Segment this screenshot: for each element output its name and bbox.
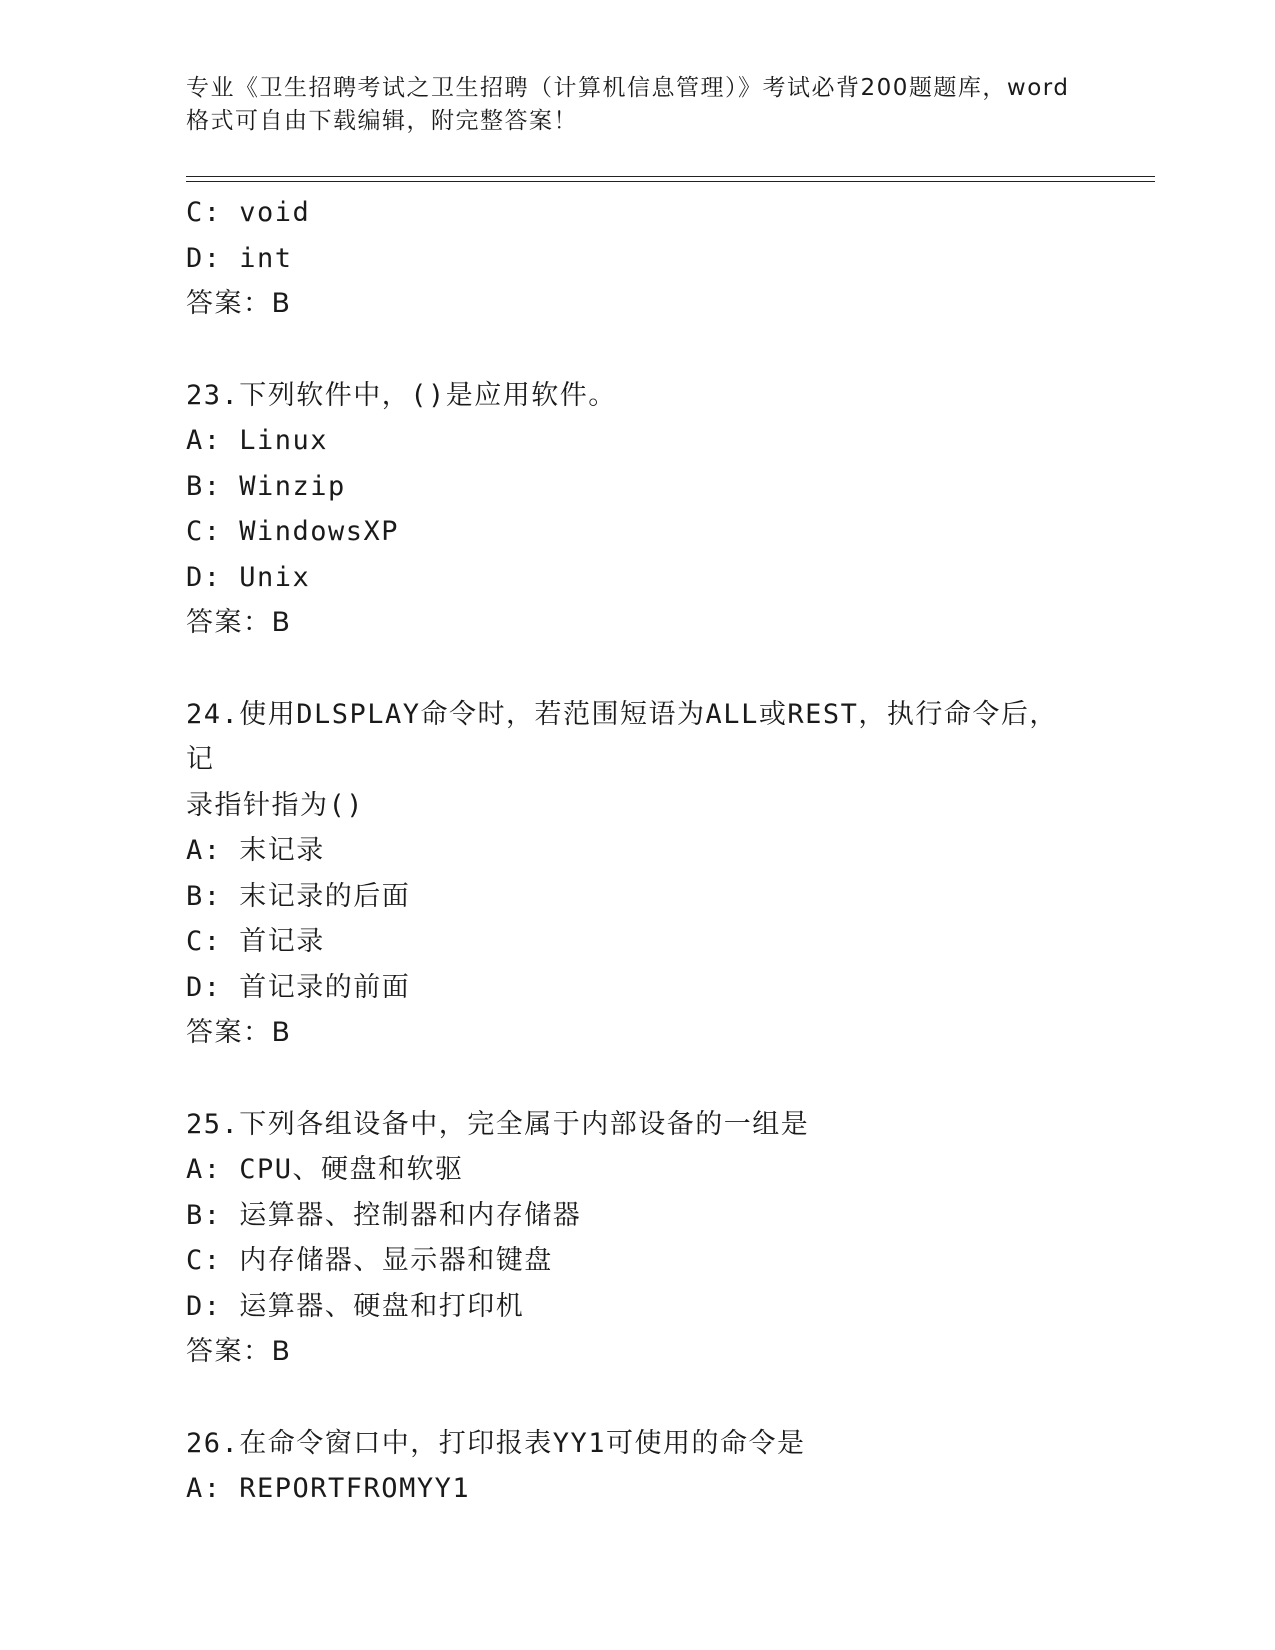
spacer bbox=[186, 327, 1086, 373]
option-c: C: WindowsXP bbox=[186, 516, 400, 547]
answer-text: 答案：B bbox=[186, 607, 292, 638]
question-text: 25.下列各组设备中，完全属于内部设备的一组是 bbox=[186, 1108, 810, 1140]
answer-text: 答案：B bbox=[186, 1336, 292, 1367]
option-b: B: 末记录的后面 bbox=[186, 880, 411, 912]
question-text: 26.在命令窗口中，打印报表YY1可使用的命令是 bbox=[186, 1427, 806, 1459]
header-title-line-2: 格式可自由下载编辑，附完整答案！ bbox=[186, 108, 578, 134]
question-26 bbox=[186, 1421, 1086, 1512]
option-c: C: 内存储器、显示器和键盘 bbox=[186, 1245, 553, 1276]
header-title-line-1: 专业《卫生招聘考试之卫生招聘（计算机信息管理）》考试必背200题题库，word bbox=[186, 75, 1070, 101]
option-d: D: Unix bbox=[186, 561, 311, 593]
answer-text: 答案：B bbox=[186, 288, 292, 319]
answer-text: 答案：B bbox=[186, 1017, 292, 1048]
question-list bbox=[186, 190, 1086, 1512]
header-divider-top bbox=[186, 176, 1155, 177]
option-c: C: void bbox=[186, 197, 311, 228]
option-b: B: 运算器、控制器和内存储器 bbox=[186, 1199, 582, 1231]
question-text-line-1: 24.使用DLSPLAY命令时，若范围短语为ALL或REST，执行命令后，记 bbox=[186, 698, 1058, 775]
question-23 bbox=[186, 373, 1086, 646]
option-a: A: REPORTFROMYY1 bbox=[186, 1473, 471, 1504]
option-d: D: int bbox=[186, 242, 293, 274]
header-divider-bottom bbox=[186, 181, 1155, 182]
option-b: B: Winzip bbox=[186, 470, 346, 502]
question-24 bbox=[186, 692, 1086, 1056]
option-a: A: CPU、硬盘和软驱 bbox=[186, 1154, 464, 1185]
question-text-line-2: 录指针指为() bbox=[186, 789, 365, 821]
option-a: A: Linux bbox=[186, 425, 329, 456]
spacer bbox=[186, 1375, 1086, 1421]
option-d: D: 首记录的前面 bbox=[186, 971, 411, 1003]
option-a: A: 末记录 bbox=[186, 835, 325, 866]
question-25 bbox=[186, 1102, 1086, 1375]
document-header bbox=[186, 72, 1086, 138]
spacer bbox=[186, 1056, 1086, 1102]
question-text: 23.下列软件中，()是应用软件。 bbox=[186, 379, 617, 411]
option-c: C: 首记录 bbox=[186, 926, 325, 957]
spacer bbox=[186, 646, 1086, 692]
option-d: D: 运算器、硬盘和打印机 bbox=[186, 1290, 525, 1322]
question-22-partial bbox=[186, 190, 1086, 327]
